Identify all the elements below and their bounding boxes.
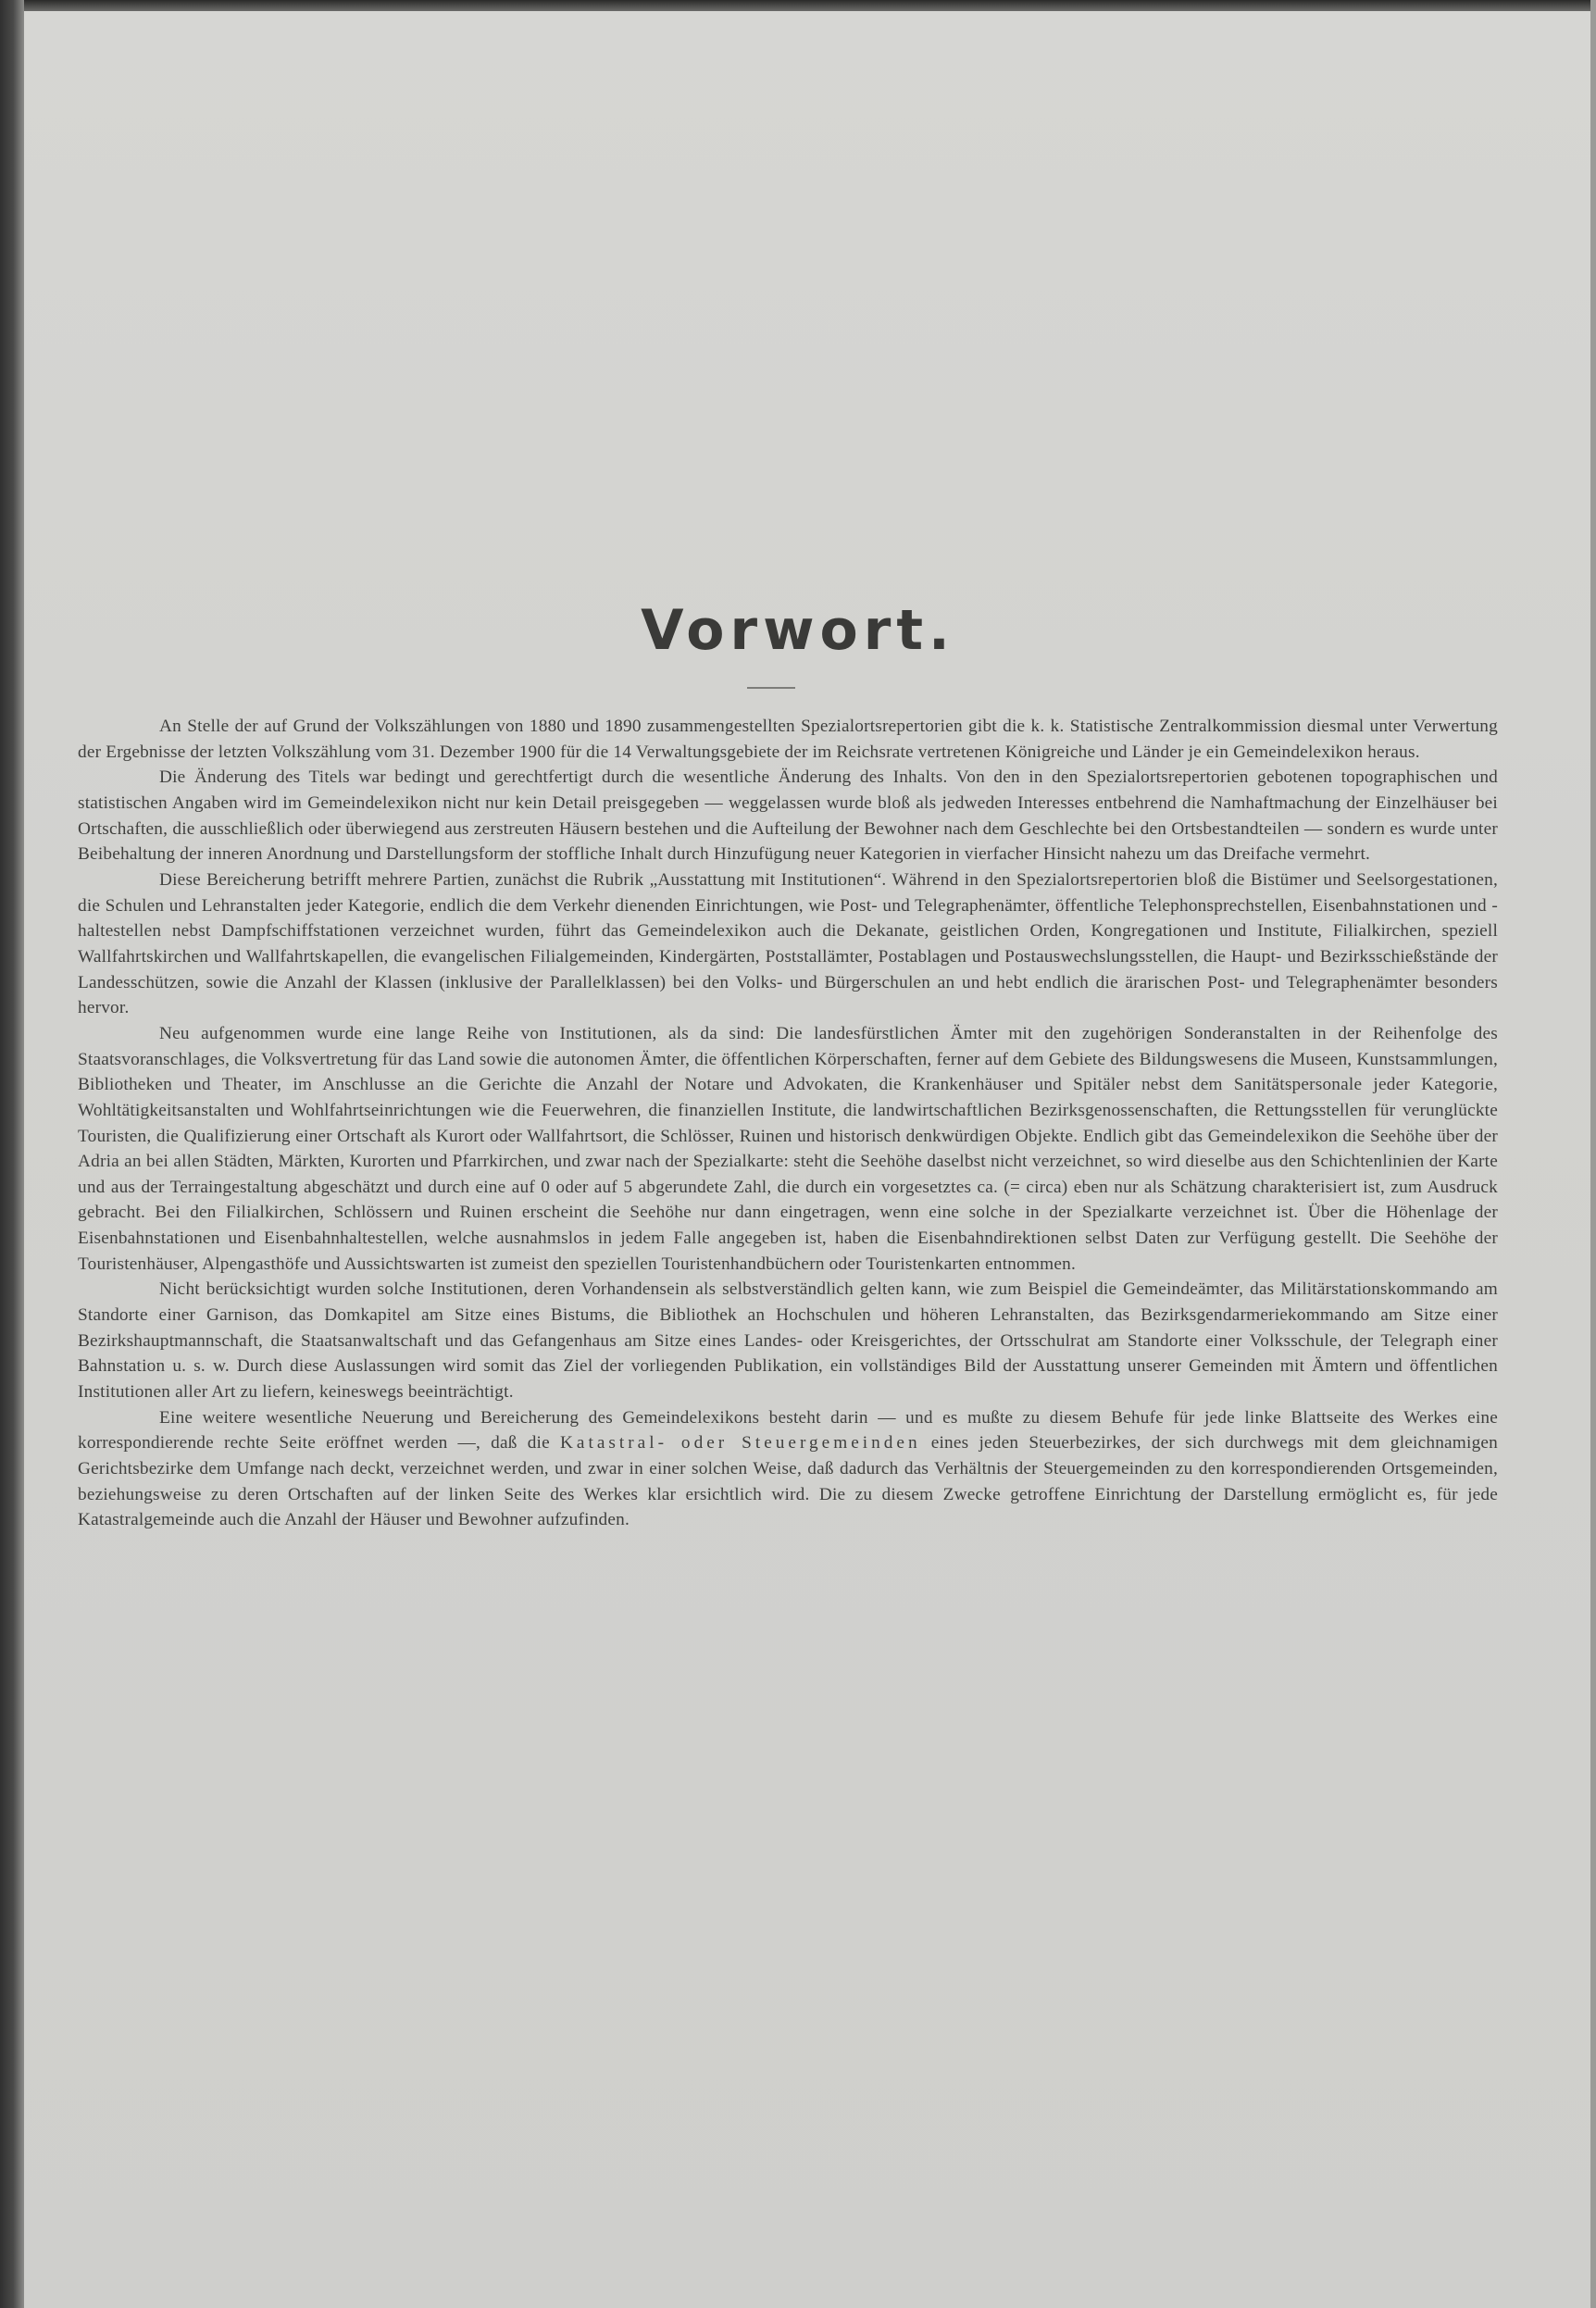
paragraph bbox=[78, 1277, 1498, 1404]
paragraph-text: eines jeden Steuerbezirkes, der sich durchwegs mit dem gleichnamigen Gerichtsbezirke dem Umfange nach deckt, verzeichnet werden, und zwar in einer solchen Weise, daß dadurch das Verhältnis der Steuergemeinden zu den korrespondierenden Ortsgemeinden, beziehungsweise zu deren Ortschaften auf der linken Seite des Werkes klar ersichtlich wird. Die zu diesem Zwecke getroffene Einrichtung der Darstellung ermöglicht es, für jede Katastralgemeinde auch die Anzahl der Häuser und Bewohner aufzufinden. bbox=[78, 1433, 1499, 1530]
title-divider bbox=[747, 687, 795, 689]
paragraph bbox=[78, 765, 1498, 867]
body-text bbox=[78, 714, 1498, 1533]
paragraph-text: Nicht berücksichtigt wurden solche Institutionen, deren Vorhandensein als selbstverständlich gelten kann, wie zum Beispiel die Gemeindeämter, das Militärstationskommando am Standorte einer Garnison, das Domkapitel am Sitze eines Bistums, die Bibliothek an Hochschulen und höheren Lehranstalten, das Bezirksgendarmeriekommando am Sitze einer Bezirkshauptmannschaft, die Staatsanwaltschaft und das Gefangenhaus am Sitze eines Landes- oder Kreisgerichtes, der Ortsschulrat am Standorte einer Volksschule, der Telegraph einer Bahnstation u. s. w. Durch diese Auslassungen wird somit das Ziel der vorliegenden Publikation, ein vollständiges Bild der Ausstattung unserer Gemeinden mit Ämtern und öffentlichen Institutionen aller Art zu liefern, keineswegs beeinträchtigt. bbox=[78, 1279, 1498, 1403]
paragraph-text: Die Änderung des Titels war bedingt und gerechtfertigt durch die wesentliche Änderung des Inhalts. Von den in den Spezialortsrepertorien gebotenen topographischen und statistischen Angaben wird im Gemeindelexikon nicht nur kein Detail preisgegeben — weggelassen wurde bloß als jedweden Interesses entbehrend die Namhaftmachung der Einzelhäuser bei Ortschaften, die ausschließlich oder überwiegend aus zerstreuten Häusern bestehen und die Aufteilung der Bewohner nach dem Geschlechte bei den Ortsbestandteilen — sondern es wurde unter Beibehaltung der inneren Anordnung und Darstellungsform der stoffliche Inhalt durch Hinzufügung neuer Kategorien in vierfacher Hinsicht nahezu um das Dreifache vermehrt. bbox=[78, 767, 1498, 865]
paragraph-text: Diese Bereicherung betrifft mehrere Partien, zunächst die Rubrik „Ausstattung mit Institutionen“. Während in den Spezialortsrepertorien bloß die Bistümer und Seelsorgestationen, die Schulen und Lehranstalten jeder Kategorie, endlich die dem Verkehr dienenden Einrichtungen, wie Post- und Telegraphenämter, öffentliche Telephonsprechstellen, Eisenbahnstationen und -haltestellen nebst Dampfschiffstationen verzeichnet wurden, führt das Gemeindelexikon auch die Dekanate, geistlichen Orden, Kongregationen und Institute, Filialkirchen, speziell Wallfahrtskirchen und Wallfahrtskapellen, die evangelischen Filialgemeinden, Kindergärten, Poststallämter, Postablagen und Postauswechslungsstellen, die Haupt- und Bezirksschießstände der Landesschützen, sowie die Anzahl der Klassen (inklusive der Parallelklassen) bei den Volks- und Bürgerschulen an und hebt endlich die ärarischen Post- und Telegraphenämter besonders hervor. bbox=[78, 869, 1498, 1018]
scan-right-edge bbox=[1590, 0, 1596, 2308]
scan-top-edge bbox=[0, 0, 1596, 11]
paragraph bbox=[78, 867, 1498, 1021]
paragraph bbox=[78, 1405, 1498, 1533]
emphasized-text: Katastral- oder Steuergemeinden bbox=[560, 1433, 921, 1453]
paragraph-text: Eine weitere wesentliche Neuerung und Bereicherung des Gemeindelexikons besteht darin — und es mußte zu diesem Behufe für jede linke Blattseite des Werkes eine korrespondierende rechte Seite eröffnet werden —, daß die bbox=[78, 1407, 1498, 1453]
paragraph-text: An Stelle der auf Grund der Volkszählungen von 1880 und 1890 zusammengestellten Spezialortsrepertorien gibt die k. k. Statistische Zentralkommission diesmal unter Verwertung der Ergebnisse der letzten Volkszählung vom 31. Dezember 1900 für die 14 Verwaltungsgebiete der im Reichsrate vertretenen Königreiche und Länder je ein Gemeindelexikon heraus. bbox=[78, 717, 1498, 762]
scan-left-edge bbox=[0, 0, 24, 2308]
paragraph-text: Neu aufgenommen wurde eine lange Reihe von Institutionen, als da sind: Die landesfürstlichen Ämter mit den zugehörigen Sonderanstalten in der Reihenfolge des Staatsvoranschlages, die Volksvertretung für das Land sowie die autonomen Ämter, die öffentlichen Körperschaften, ferner auf dem Gebiete des Bildungswesens die Museen, Kunstsammlungen, Bibliotheken und Theater, im Anschlusse an die Gerichte die Anzahl der Notare und Advokaten, die Krankenhäuser und Spitäler nebst dem Sanitätspersonale jeder Kategorie, Wohltätigkeitsanstalten und Wohlfahrtseinrichtungen wie die Feuerwehren, die finanziellen Institute, die landwirtschaftlichen Bezirksgenossenschaften, die Rettungsstellen für verunglückte Touristen, die Qualifizierung einer Ortschaft als Kurort oder Wallfahrtsort, die Schlösser, Ruinen und historisch denkwürdigen Objekte. Endlich gibt das Gemeindelexikon die Seehöhe über der Adria an bei allen Städten, Märkten, Kurorten und Pfarrkirchen, und zwar nach der Spezialkarte: steht die Seehöhe daselbst nicht verzeichnet, so wird dieselbe aus den Schichtenlinien der Karte und aus der Terraingestaltung abgeschätzt und durch eine auf 0 oder auf 5 abgerundete Zahl, die durch ein vorgesetztes ca. (= circa) eben nur als Schätzung charakterisiert ist, zum Ausdruck gebracht. Bei den Filialkirchen, Schlössern und Ruinen erscheint die Seehöhe nur dann eingetragen, wenn eine solche in der Spezialkarte verzeichnet ist. Über die Höhenlage der Eisenbahnstationen und Eisenbahnhaltestellen, welche ausnahmslos in jedem Falle angegeben ist, haben die Eisenbahndirektionen selbst Daten zur Verfügung gestellt. Die Seehöhe der Touristenhäuser, Alpengasthöfe und Aussichtswarten ist zumeist den speziellen Touristenhandbüchern oder Touristenkarten entnommen. bbox=[78, 1023, 1498, 1274]
paragraph bbox=[78, 714, 1498, 765]
page-title: Vorwort. bbox=[641, 598, 955, 663]
paragraph bbox=[78, 1021, 1498, 1278]
